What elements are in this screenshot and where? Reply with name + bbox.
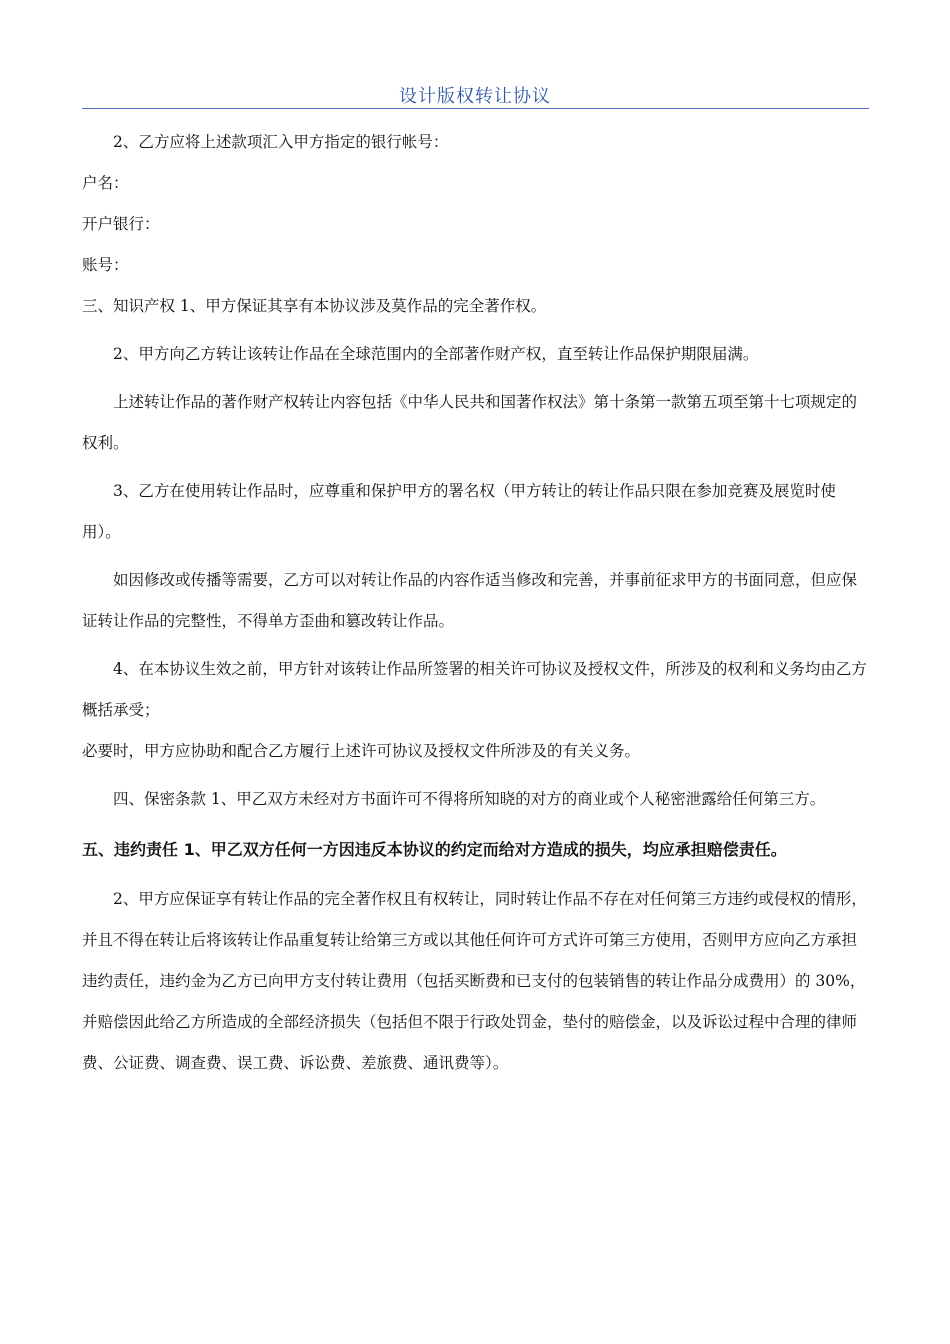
paragraph-modification: 如因修改或传播等需要，乙方可以对转让作品的内容作适当修改和完善，并事前征求甲方的书面同意，但应保证转让作品的完整性，不得单方歪曲和篡改转让作品。 — [82, 571, 858, 630]
paragraph-ip-transfer: 2、甲方向乙方转让该转让作品在全球范围内的全部著作财产权，直至转让作品保护期限届满。 — [113, 345, 759, 363]
paragraph-bank: 开户银行： — [82, 215, 160, 233]
paragraph-breach-heading: 五、违约责任 1、甲乙双方任何一方因违反本协议的约定而给对方造成的损失，均应承担赔偿责任。 — [82, 840, 787, 859]
paragraph-cooperation: 必要时，甲方应协助和配合乙方履行上述许可协议及授权文件所涉及的有关义务。 — [82, 742, 641, 760]
document-header-title: 设计版权转让协议 — [399, 86, 551, 107]
document-body — [82, 122, 869, 1084]
paragraph-ip-scope: 上述转让作品的著作财产权转让内容包括《中华人民共和国著作权法》第十条第一款第五项至第十七项规定的权利。 — [82, 393, 858, 452]
paragraph-prior-licenses: 4、在本协议生效之前，甲方针对该转让作品所签署的相关许可协议及授权文件，所涉及的权利和义务均由乙方概括承受； — [82, 660, 867, 719]
paragraph-account-number: 账号： — [82, 256, 129, 274]
paragraph-account-name: 户名： — [82, 174, 129, 192]
paragraph-attribution: 3、乙方在使用转让作品时，应尊重和保护甲方的署名权（甲方转让的转让作品只限在参加竞赛及展览时使用）。 — [82, 482, 836, 541]
header-divider — [82, 108, 869, 109]
paragraph-confidentiality: 四、保密条款 1、甲乙双方未经对方书面许可不得将所知晓的对方的商业或个人秘密泄露给任何第三方。 — [113, 790, 826, 808]
paragraph-bank-transfer: 2、乙方应将上述款项汇入甲方指定的银行帐号： — [113, 133, 449, 151]
paragraph-ip-section: 三、知识产权 1、甲方保证其享有本协议涉及莫作品的完全著作权。 — [82, 297, 547, 315]
paragraph-breach-liability: 2、甲方应保证享有转让作品的完全著作权且有权转让，同时转让作品不存在对任何第三方违约或侵权的情形，并且不得在转让后将该转让作品重复转让给第三方或以其他任何许可方式许可第三方使用，否则甲方应向乙方承担违约责任，违约金为乙方已向甲方支付转让费用（包括买断费和已支付的包装销售的转让作品分成费用）的 30%，并赔偿因此给乙方所造成的全部经济损失（包括但不限于行政处罚金，垫付的赔偿金，以及诉讼过程中合理的律师费、公证费、调查费、误工费、诉讼费、差旅费、通讯费等）。 — [82, 890, 867, 1072]
